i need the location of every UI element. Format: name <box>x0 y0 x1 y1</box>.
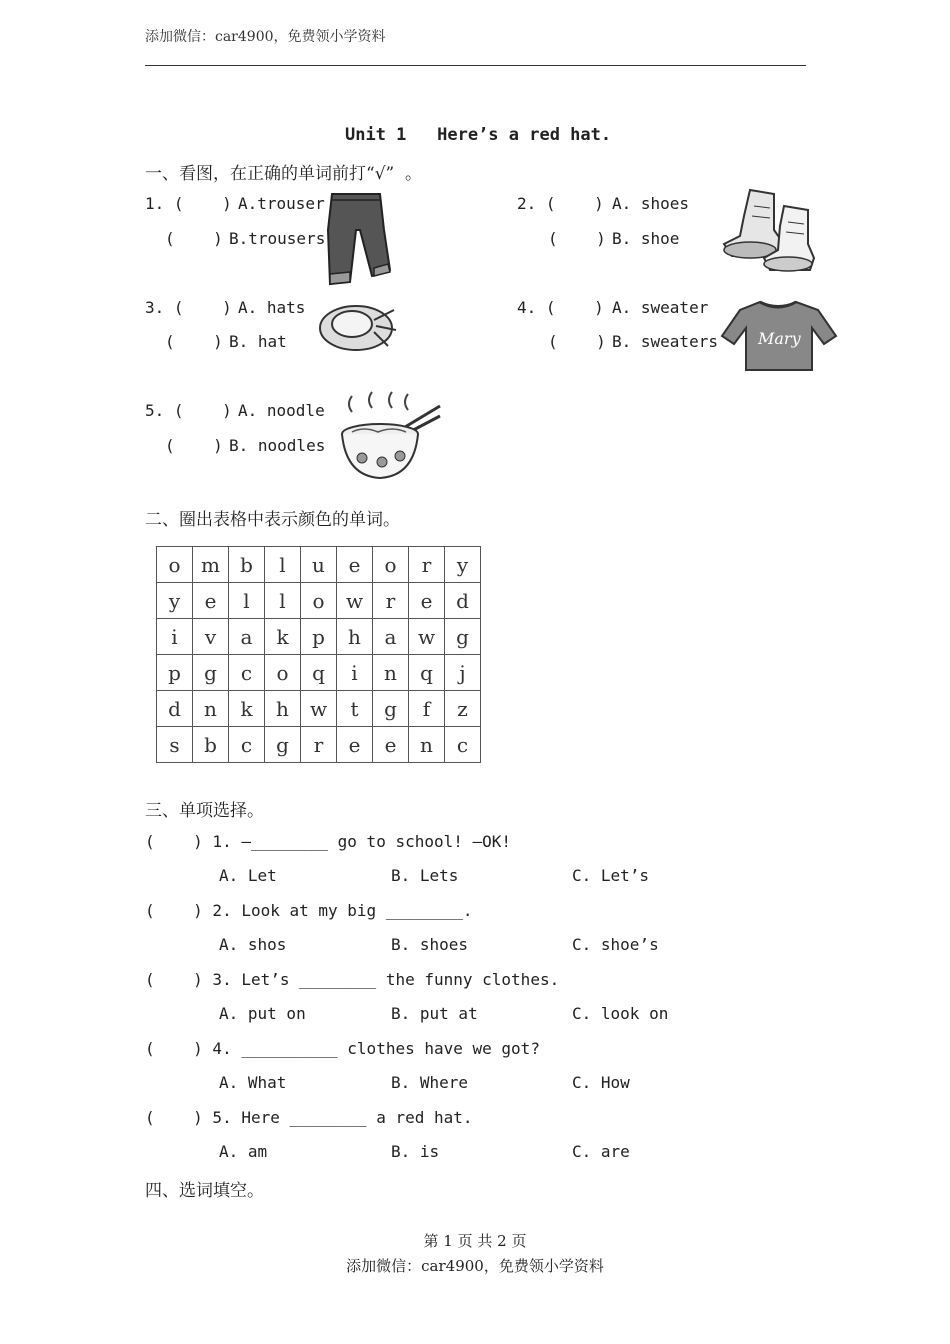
noodles-picture <box>338 390 442 482</box>
q4-text[interactable]: ( ) 4. __________ clothes have we got? <box>145 1039 540 1058</box>
grid-row <box>157 619 481 655</box>
q3-option-c: C. look on <box>572 1004 669 1023</box>
item1-paren-b[interactable]: ( ) <box>165 229 223 248</box>
grid-cell[interactable]: p <box>157 655 193 691</box>
grid-cell[interactable]: n <box>409 727 445 763</box>
grid-cell[interactable]: l <box>265 547 301 583</box>
hat-picture <box>318 300 398 354</box>
q5-text[interactable]: ( ) 5. Here ________ a red hat. <box>145 1108 473 1127</box>
grid-cell[interactable]: j <box>445 655 481 691</box>
header-rule <box>145 65 806 66</box>
q1-option-b: B. Lets <box>391 866 459 885</box>
grid-cell[interactable]: s <box>157 727 193 763</box>
grid-cell[interactable]: u <box>301 547 337 583</box>
q4-option-a: A. What <box>219 1073 287 1092</box>
grid-cell[interactable]: i <box>157 619 193 655</box>
grid-cell[interactable]: b <box>193 727 229 763</box>
grid-cell[interactable]: e <box>337 727 373 763</box>
grid-cell[interactable]: g <box>445 619 481 655</box>
grid-cell[interactable]: r <box>301 727 337 763</box>
q1-option-a: A. Let <box>219 866 277 885</box>
item4-paren-b[interactable]: ( ) <box>548 332 606 351</box>
q4-option-c: C. How <box>572 1073 630 1092</box>
grid-cell[interactable]: f <box>409 691 445 727</box>
grid-cell[interactable]: k <box>229 691 265 727</box>
grid-cell[interactable]: o <box>301 583 337 619</box>
grid-cell[interactable]: e <box>409 583 445 619</box>
grid-cell[interactable]: e <box>337 547 373 583</box>
grid-cell[interactable]: a <box>229 619 265 655</box>
grid-cell[interactable]: w <box>409 619 445 655</box>
grid-cell[interactable]: t <box>337 691 373 727</box>
item1-option-a: A.trouser <box>238 194 325 213</box>
grid-row <box>157 727 481 763</box>
item5-option-b: B. noodles <box>229 436 326 455</box>
grid-cell[interactable]: p <box>301 619 337 655</box>
q5-option-a: A. am <box>219 1142 268 1161</box>
grid-cell[interactable]: c <box>229 655 265 691</box>
grid-cell[interactable]: o <box>157 547 193 583</box>
grid-row <box>157 691 481 727</box>
item3-option-a: A. hats <box>238 298 306 317</box>
grid-cell[interactable]: w <box>337 583 373 619</box>
item1-option-b: B.trousers <box>229 229 326 248</box>
q4-option-b: B. Where <box>391 1073 469 1092</box>
q5-option-c: C. are <box>572 1142 630 1161</box>
grid-row <box>157 547 481 583</box>
q2-text[interactable]: ( ) 2. Look at my big ________. <box>145 901 473 920</box>
grid-cell[interactable]: z <box>445 691 481 727</box>
q1-text[interactable]: ( ) 1. —________ go to school! —OK! <box>145 832 512 851</box>
grid-cell[interactable]: n <box>373 655 409 691</box>
grid-cell[interactable]: o <box>265 655 301 691</box>
letter-grid <box>156 546 481 763</box>
grid-cell[interactable]: q <box>301 655 337 691</box>
grid-cell[interactable]: c <box>445 727 481 763</box>
grid-cell[interactable]: y <box>445 547 481 583</box>
item2-option-a: A. shoes <box>612 194 690 213</box>
q2-option-c: C. shoe’s <box>572 935 659 954</box>
q3-option-a: A. put on <box>219 1004 306 1023</box>
grid-cell[interactable]: a <box>373 619 409 655</box>
item3-option-b: B. hat <box>229 332 287 351</box>
section2-heading: 二、圈出表格中表示颜色的单词。 <box>145 510 400 530</box>
grid-cell[interactable]: e <box>193 583 229 619</box>
grid-cell[interactable]: b <box>229 547 265 583</box>
grid-cell[interactable]: g <box>373 691 409 727</box>
q5-option-b: B. is <box>391 1142 440 1161</box>
shoes-picture <box>720 186 816 276</box>
grid-cell[interactable]: l <box>265 583 301 619</box>
grid-cell[interactable]: y <box>157 583 193 619</box>
q2-option-a: A. shos <box>219 935 287 954</box>
grid-cell[interactable]: n <box>193 691 229 727</box>
grid-cell[interactable]: h <box>265 691 301 727</box>
grid-cell[interactable]: k <box>265 619 301 655</box>
item1-paren-a[interactable]: 1. ( ) <box>145 194 232 213</box>
item2-paren-a[interactable]: 2. ( ) <box>517 194 604 213</box>
grid-cell[interactable]: o <box>373 547 409 583</box>
q1-option-c: C. Let’s <box>572 866 650 885</box>
grid-cell[interactable]: d <box>157 691 193 727</box>
page-title: Unit 1 Here’s a red hat. <box>345 125 612 145</box>
item3-paren-b[interactable]: ( ) <box>165 332 223 351</box>
item5-paren-a[interactable]: 5. ( ) <box>145 401 232 420</box>
section4-heading: 四、选词填空。 <box>145 1181 264 1201</box>
item2-option-b: B. shoe <box>612 229 680 248</box>
q3-option-b: B. put at <box>391 1004 478 1023</box>
section3-heading: 三、单项选择。 <box>145 801 264 821</box>
grid-cell[interactable]: c <box>229 727 265 763</box>
section1-heading: 一、看图，在正确的单词前打“√” 。 <box>145 164 423 184</box>
sweater-picture <box>720 296 838 374</box>
grid-row <box>157 583 481 619</box>
grid-cell[interactable]: h <box>337 619 373 655</box>
grid-cell[interactable]: w <box>301 691 337 727</box>
grid-cell[interactable]: m <box>193 547 229 583</box>
item3-paren-a[interactable]: 3. ( ) <box>145 298 232 317</box>
grid-cell[interactable]: v <box>193 619 229 655</box>
grid-cell[interactable]: g <box>265 727 301 763</box>
sweater-label: Mary <box>758 329 801 348</box>
page-number: 第 1 页 共 2 页 <box>423 1232 527 1250</box>
grid-cell[interactable]: r <box>373 583 409 619</box>
grid-cell[interactable]: e <box>373 727 409 763</box>
grid-cell[interactable]: l <box>229 583 265 619</box>
header-text: 添加微信：car4900，免费领小学资料 <box>145 29 386 45</box>
grid-cell[interactable]: r <box>409 547 445 583</box>
item5-paren-b[interactable]: ( ) <box>165 436 223 455</box>
footer-text: 添加微信：car4900，免费领小学资料 <box>346 1257 604 1275</box>
trousers-picture <box>322 190 396 290</box>
item4-option-a: A. sweater <box>612 298 709 317</box>
item5-option-a: A. noodle <box>238 401 325 420</box>
item4-option-b: B. sweaters <box>612 332 718 351</box>
item4-paren-a[interactable]: 4. ( ) <box>517 298 604 317</box>
item2-paren-b[interactable]: ( ) <box>548 229 606 248</box>
q2-option-b: B. shoes <box>391 935 469 954</box>
grid-row <box>157 655 481 691</box>
grid-cell[interactable]: d <box>445 583 481 619</box>
grid-cell[interactable]: g <box>193 655 229 691</box>
q3-text[interactable]: ( ) 3. Let’s ________ the funny clothes. <box>145 970 560 989</box>
grid-cell[interactable]: i <box>337 655 373 691</box>
grid-cell[interactable]: q <box>409 655 445 691</box>
